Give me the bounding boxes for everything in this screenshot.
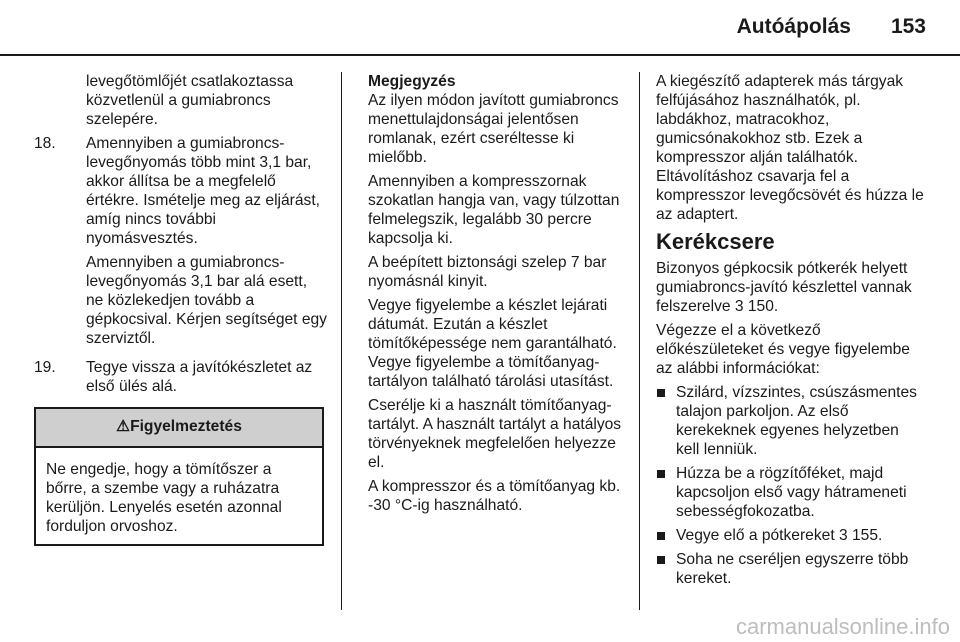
list-item: [656, 464, 924, 521]
header-rule: [0, 54, 960, 56]
column-1: [34, 72, 328, 546]
step-paragraph: Tegye vissza a javítókészletet az első ülés alá.: [86, 359, 313, 395]
warning-title: Figyelmeztetés: [130, 418, 242, 435]
column-3: [656, 72, 924, 593]
warning-box: [34, 407, 324, 546]
list-item-text: Soha ne cseréljen egyszerre több kereket.: [676, 551, 909, 587]
body-paragraph: Bizonyos gépkocsik pótkerék helyett gumiabroncs-javító készlettel vannak felszerelve 3 150.: [656, 260, 912, 315]
list-item: [656, 383, 924, 459]
step-19: [34, 358, 328, 401]
section-title: Autóápolás: [736, 15, 851, 38]
step-18: [34, 134, 328, 353]
bullet-square-icon: [656, 550, 676, 588]
warning-text: Ne engedje, hogy a tömítőszer a bőrre, a szembe vagy a ruházatra kerüljön. Lenyelés esetén azonnal forduljon orvoshoz.: [46, 461, 282, 535]
page-header: [737, 14, 926, 40]
bullet-square-icon: [656, 464, 676, 521]
bullet-list: [656, 383, 924, 588]
note-paragraph: A kompresszor és a tömítőanyag kb. -30 °C-ig használható.: [368, 478, 621, 514]
list-item: [656, 526, 924, 545]
warning-triangle-icon: ⚠: [116, 418, 131, 435]
note-paragraph: A beépített biztonsági szelep 7 bar nyomásnál kinyit.: [368, 254, 607, 290]
watermark: carmanualsonline.info: [735, 614, 950, 639]
step-paragraph: Amennyiben a gumiabroncs-levegőnyomás 3,1 bar alá esett, ne közlekedjen tovább a gépkocsival. Kérjen segítséget egy szerviztől.: [86, 254, 327, 347]
page-number: 153: [890, 15, 926, 38]
step-text: [86, 134, 328, 353]
list-item-text: Húzza be a rögzítőféket, majd kapcsoljon első vagy hátrameneti sebességfokozatba.: [676, 465, 907, 520]
list-item: [656, 550, 924, 588]
warning-header: [36, 409, 322, 448]
step-number: 19.: [34, 359, 56, 376]
list-item-text: Szilárd, vízszintes, csúszásmentes talajon parkoljon. Az első kerekeknek egyenes helyzetben kell lenniük.: [676, 384, 917, 458]
note-paragraph: Cserélje ki a használt tömítőanyag-tartályt. A használt tartályt a hatályos törvényeknek megfelelően helyezze el.: [368, 397, 622, 471]
note-paragraph: Vegye figyelembe a készlet lejárati dátumát. Ezután a készlet tömítőképessége nem garantálható. Vegye figyelembe a tömítőanyag-tartályon található tárolási utasítást.: [368, 297, 617, 390]
section-heading: Kerékcsere: [656, 229, 775, 254]
note-title: Megjegyzés: [368, 73, 456, 90]
bullet-square-icon: [656, 526, 676, 545]
column-divider-1: [341, 72, 342, 610]
adapter-paragraph: A kiegészítő adapterek más tárgyak felfújásához használhatók, pl. labdákhoz, matracokhoz, gumicsónakokhoz stb. Ezek a kompresszor alján találhatók. Eltávolításhoz csavarja fel a kompresszor levegőcsövét és húzza le az adaptert.: [656, 73, 924, 223]
step-text: [86, 358, 328, 401]
column-divider-2: [639, 72, 640, 610]
body-paragraph: Végezze el a következő előkészületeket és vegye figyelembe az alábbi információkat:: [656, 322, 910, 377]
step-paragraph: Amennyiben a gumiabroncs-levegőnyomás több mint 3,1 bar, akkor állítsa be a megfelelő értékre. Ismételje meg az eljárást, amíg nincs további nyomásvesztés.: [86, 135, 320, 247]
note-paragraph: Az ilyen módon javított gumiabroncs menettulajdonságai jelentősen romlanak, ezért cseréltesse ki mielőbb.: [368, 92, 619, 166]
note-paragraph: Amennyiben a kompresszornak szokatlan hangja van, vagy túlzottan felmelegszik, legalább 30 percre kapcsolja ki.: [368, 173, 620, 247]
bullet-square-icon: [656, 383, 676, 459]
column-2: [368, 72, 626, 520]
list-item-text: Vegye elő a pótkereket 3 155.: [676, 527, 883, 544]
continuation-text: levegőtömlőjét csatlakoztassa közvetlenül a gumiabroncs szelepére.: [86, 73, 294, 128]
step-number: 18.: [34, 135, 56, 152]
